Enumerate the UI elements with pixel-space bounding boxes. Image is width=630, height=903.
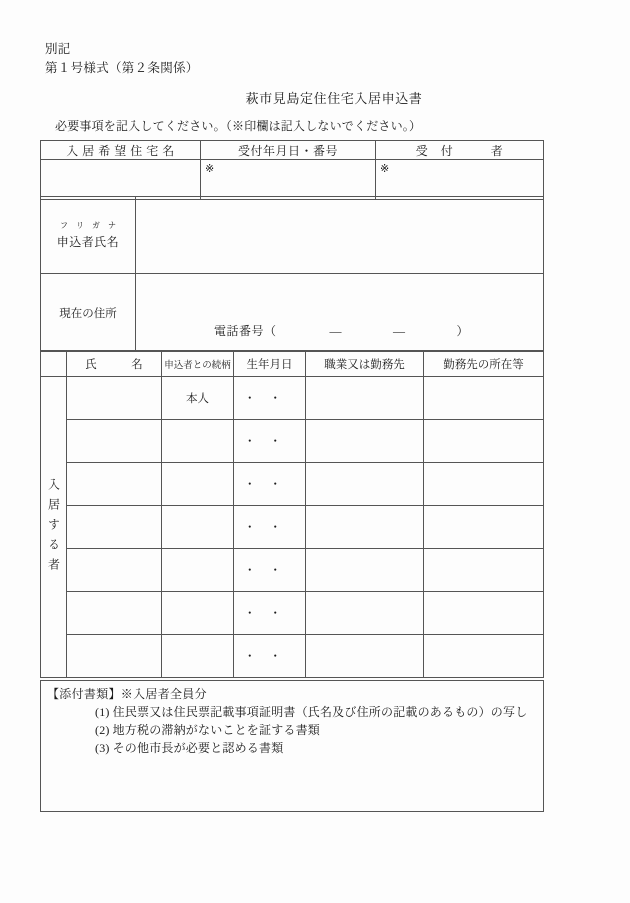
residents-vertical-label-top [41,351,67,377]
cell-birthdate[interactable]: ・・ [234,549,306,592]
table-row [41,635,544,678]
table-row [41,592,544,635]
table-row [41,463,544,506]
field-current-address[interactable] [136,274,544,352]
cell-birthdate[interactable]: ・・ [234,463,306,506]
attachment-text: その他市長が必要と認める書類 [112,741,284,755]
table-row [41,549,544,592]
field-receipt-date-number[interactable]: ※ [201,160,376,200]
attachments-table [40,680,544,812]
cell-relation[interactable] [162,420,234,463]
field-desired-housing[interactable] [41,160,201,200]
list-item [95,739,543,757]
cell-birthdate[interactable]: ・・ [234,506,306,549]
header-resident-name: 氏 名 [67,351,162,377]
applicant-name-label-text: 申込者氏名 [56,235,120,249]
cell-resident-name[interactable] [67,635,162,678]
header-desired-housing: 入 居 希 望 住 宅 名 [41,141,201,160]
label-current-address: 現在の住所 [41,274,136,352]
phone-number-line[interactable] [214,322,469,339]
cell-occupation[interactable] [306,549,424,592]
cell-birthdate[interactable]: ・・ [234,377,306,420]
cell-workplace-location[interactable] [424,635,544,678]
reference-line-2: 第１号様式（第２条関係） [45,61,199,75]
cell-occupation[interactable] [306,463,424,506]
cell-relation[interactable] [162,463,234,506]
receipt-header-row [41,141,544,160]
header-occupation: 職業又は勤務先 [306,351,424,377]
reference-line-1: 別記 [45,42,71,56]
label-applicant-name [41,197,136,274]
attachment-text: 地方税の滞納がないことを証する書類 [112,723,320,737]
cell-relation[interactable] [162,635,234,678]
cell-occupation[interactable] [306,377,424,420]
field-applicant-name[interactable] [136,197,544,274]
header-relation: 申込者との続柄 [162,351,234,377]
attachments-title: 【添付書類】※入居者全員分 [47,687,207,701]
document-reference [45,40,199,78]
phone-dash-2: ― [393,324,406,338]
furigana-label: フ リ ガ ナ [60,221,119,230]
cell-birthdate[interactable]: ・・ [234,420,306,463]
receipt-table [40,140,544,200]
attachments-row [41,681,544,812]
residents-vertical-label [41,377,67,678]
cell-birthdate[interactable]: ・・ [234,635,306,678]
residents-header-row [41,351,544,377]
receipt-input-row [41,160,544,200]
cell-workplace-location[interactable] [424,549,544,592]
table-row [41,377,544,420]
cell-resident-name[interactable] [67,506,162,549]
header-workplace-location: 勤務先の所在等 [424,351,544,377]
cell-resident-name[interactable] [67,420,162,463]
cell-birthdate[interactable]: ・・ [234,592,306,635]
cell-resident-name[interactable] [67,592,162,635]
cell-resident-name[interactable] [67,463,162,506]
residents-vertical-label-text: 入居する者 [46,477,61,578]
applicant-name-row [41,197,544,274]
cell-relation[interactable]: 本人 [162,377,234,420]
cell-workplace-location[interactable] [424,506,544,549]
cell-occupation[interactable] [306,592,424,635]
phone-dash-1: ― [329,324,343,338]
cell-occupation[interactable] [306,635,424,678]
attachments-list [47,703,543,757]
field-receiver[interactable]: ※ [376,160,544,200]
table-row [41,420,544,463]
cell-occupation[interactable] [306,420,424,463]
cell-workplace-location[interactable] [424,592,544,635]
header-birthdate: 生年月日 [234,351,306,377]
header-receiver: 受 付 者 [376,141,544,160]
phone-paren-close: ） [456,324,470,338]
applicant-table [40,196,544,352]
cell-resident-name[interactable] [67,549,162,592]
header-receipt-date-number: 受付年月日・番号 [201,141,376,160]
attachment-number: (2) [95,723,110,737]
attachment-text: 住民票又は住民票記載事項証明書（氏名及び住所の記載のあるもの）の写し [112,705,528,719]
attachments-cell [41,681,544,812]
list-item [95,703,543,721]
cell-workplace-location[interactable] [424,463,544,506]
cell-relation[interactable] [162,549,234,592]
cell-workplace-location[interactable] [424,420,544,463]
list-item [95,721,543,739]
attachment-number: (1) [95,705,110,719]
applicant-address-row [41,274,544,352]
phone-label: 電話番号（ [214,324,277,338]
page-title: 萩市見島定住住宅入居申込書 [245,91,423,106]
cell-resident-name[interactable] [67,377,162,420]
residents-table [40,350,544,678]
cell-occupation[interactable] [306,506,424,549]
attachment-number: (3) [95,741,110,755]
cell-workplace-location[interactable] [424,377,544,420]
cell-relation[interactable] [162,506,234,549]
instruction-text: 必要事項を記入してください。（※印欄は記入しないでください。） [55,119,422,133]
table-row [41,506,544,549]
cell-relation[interactable] [162,592,234,635]
